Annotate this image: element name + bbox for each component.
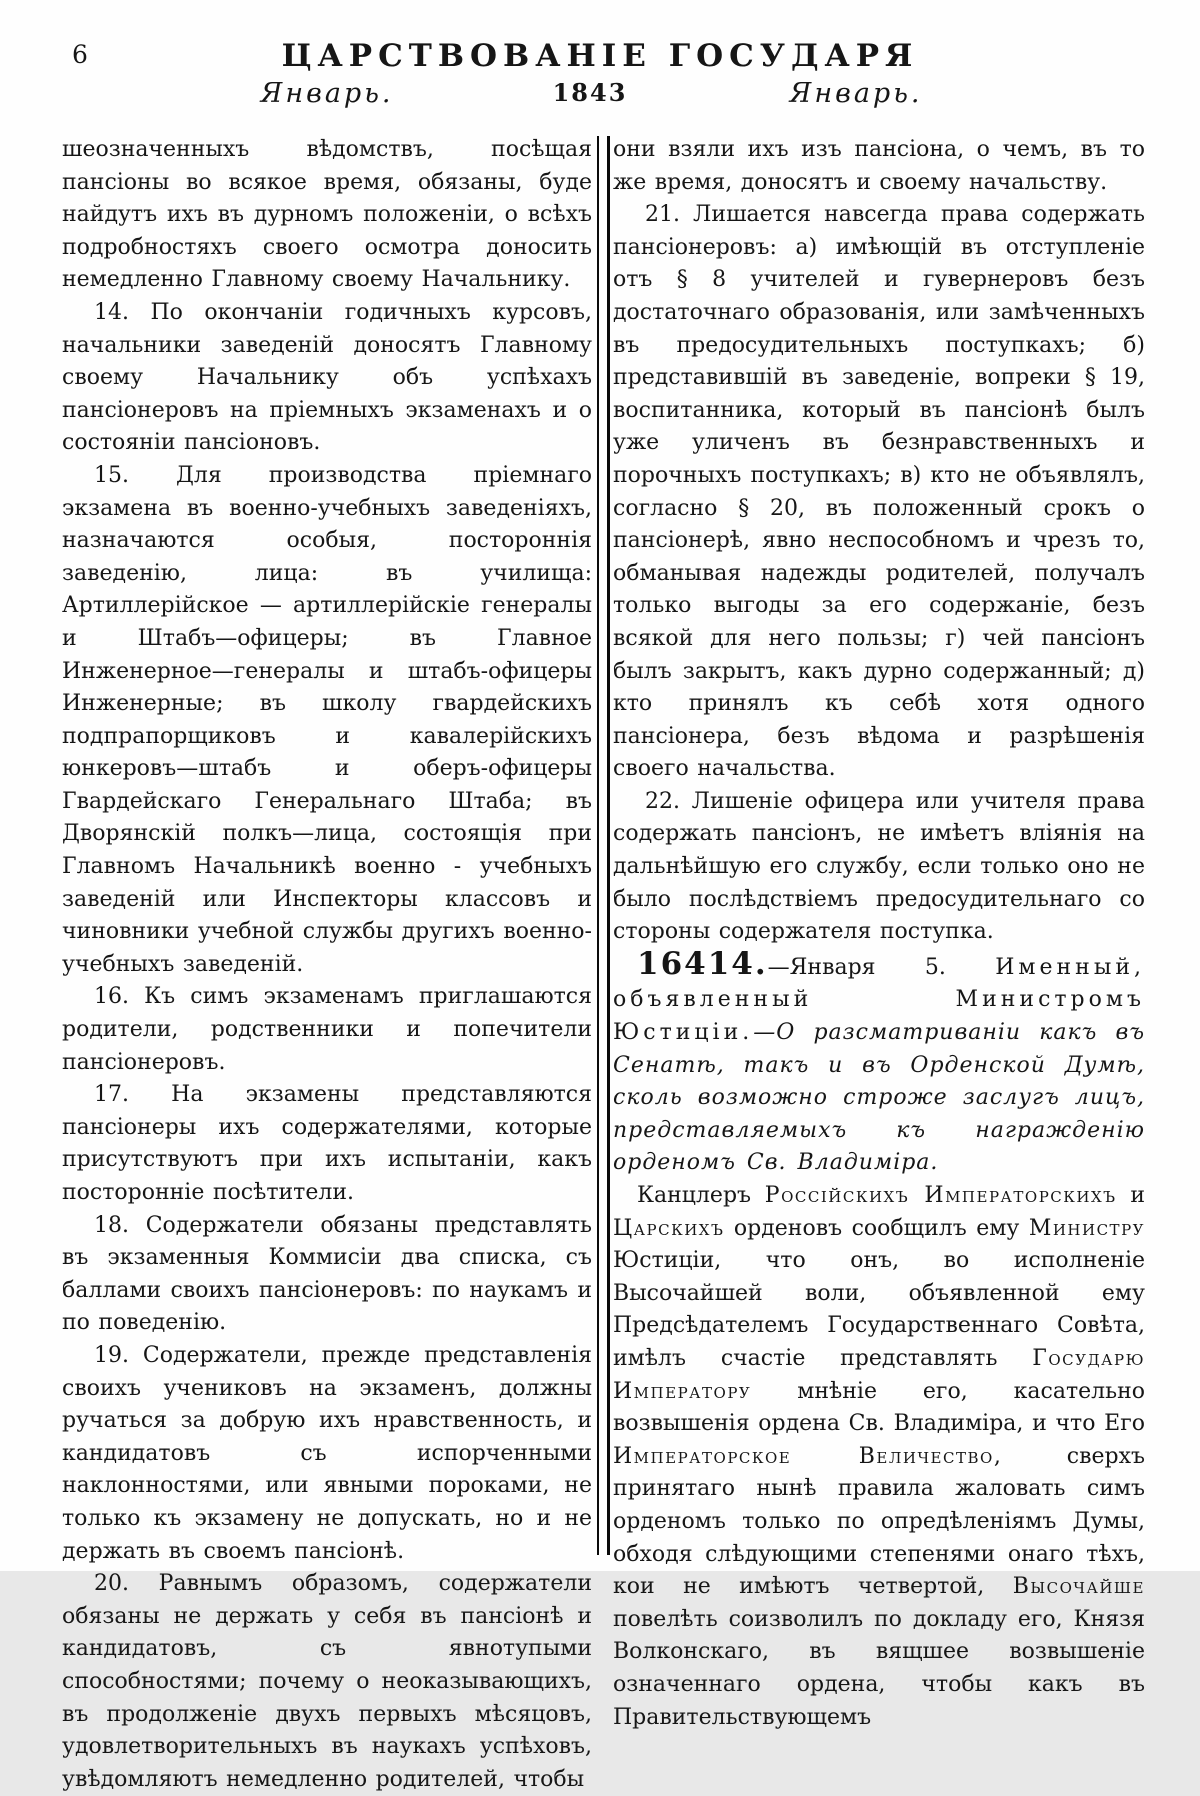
paragraph-14 [62, 297, 592, 460]
text-run: 16. Къ симъ экзаменамъ приглашаются родители, родственники и попечители пансіонеровъ. [62, 984, 592, 1075]
paragraph-18 [62, 1210, 592, 1340]
paragraph-continuation [62, 134, 592, 297]
right-column-month-header: Январь. [789, 78, 923, 109]
text-run: Юстиціи, что онъ, во исполненіе Высочайшей воли, объявленной ему Предсѣдателемъ Государственнаго Совѣта, имѣлъ счастіе представлять [613, 1248, 1145, 1371]
paragraph-22 [613, 786, 1145, 949]
running-title: ЦАРСТВОВАНІЕ ГОСУДАРЯ [281, 38, 919, 74]
text-run: мнѣніе его, касательно возвышенія ордена Св. Владиміра, и что Его [613, 1378, 1145, 1437]
paragraph-continuation [613, 134, 1145, 199]
column-divider [592, 134, 613, 1571]
column-divider-rule [597, 136, 610, 1555]
text-run: шеозначенныхъ вѣдомствъ, посѣщая пансіоны во всякое время, обязаны, буде найдутъ ихъ въ дурномъ положеніи, о всѣхъ подробностяхъ своего осмотра доносить немедленно Главному своему Начальнику. [62, 137, 592, 293]
page-number: 6 [72, 40, 88, 69]
smallcaps-run: Императорское Величество [613, 1443, 994, 1469]
act-16414-heading [613, 945, 1145, 1180]
smallcaps-run: Россійскихъ Императорскихъ [764, 1183, 1117, 1208]
text-run: они взяли ихъ изъ пансіона, о чемъ, въ то же время, доносятъ и своему начальству. [613, 137, 1145, 195]
text-run: 17. На экзамены представляются пансіонеры ихъ содержателями, которые присутствуютъ при ихъ испытаніи, какъ посторонніе посѣтители. [62, 1082, 592, 1205]
smallcaps-run: Министру [1028, 1215, 1145, 1241]
spaced-run: Именный, объявленный Министромъ Юстиціи. [613, 954, 1145, 1046]
text-run: 21. Лишается навсегда права содержать пансіонеровъ: а) имѣющій въ отступленіе отъ § 8 учителей и гувернеровъ безъ достаточнаго образованія, или замѣченныхъ въ предосудительныхъ поступкахъ; б) представившій въ заведеніе, вопреки § 19, воспитанника, который въ пансіонѣ былъ уже уличенъ въ безнравственныхъ и порочныхъ поступкахъ; в) кто не объявлялъ, согласно § 20, въ положенный срокъ о пансіонерѣ, явно неспособномъ и чрезъ то, обманывая надежды родителей, получалъ только выгоды за его содержаніе, безъ всякой для него пользы; г) чей пансіонъ былъ закрытъ, какъ дурно содержанный; д) кто принялъ къ себѣ хотя одного пансіонера, безъ вѣдома и разрѣшенія своего начальства. [613, 202, 1145, 782]
text-run: и [1116, 1183, 1145, 1208]
smallcaps-run: Государю Императору [613, 1345, 1145, 1404]
actnum-run: 16414. [637, 945, 768, 982]
paragraph-20 [62, 1568, 592, 1796]
act-16414-text [613, 1180, 1145, 1734]
paragraph-15 [62, 460, 592, 982]
text-run: 15. Для производства пріемнаго экзамена въ военно-учебныхъ заведеніяхъ, назначаются особыя, постороннія заведенію, лица: въ училища: Артиллерійское — артиллерійскіе генералы и Штабъ—офицеры; въ Главное Инженерное—генералы и штабъ-офицеры Инженерные; въ школу гвардейскихъ подпрапорщиковъ и кавалерійскихъ юнкеровъ—штабъ и оберъ-офицеры Гвардейскаго Генеральнаго Штаба; въ Дворянскій полкъ—лица, состоящія при Главномъ Начальникѣ военно - учебныхъ заведеній или Инспекторы классовъ и чиновники учебной службы другихъ военно-учебныхъ заведеній. [62, 462, 592, 977]
italic-run: —О разсматриваніи какъ въ Сенатѣ, такъ и въ Орденской Думѣ, сколь возможно строже заслугъ лицъ, представляемыхъ къ награжденію орденомъ Св. Владиміра. [613, 1020, 1145, 1176]
right-column [613, 134, 1146, 1730]
text-run: орденовъ сообщилъ ему [724, 1215, 1029, 1241]
subheader-row [0, 78, 1200, 126]
paragraph-21 [613, 199, 1145, 786]
text-run: Канцлеръ [637, 1183, 765, 1208]
text-run: —Января 5. [767, 954, 996, 980]
paragraph-16 [62, 981, 592, 1079]
text-run: повелѣть соизволилъ по докладу его, Князя Волконскаго, въ вящшее возвышеніе означеннаго ордена, чтобы какъ въ Правительствующемъ [613, 1606, 1145, 1730]
smallcaps-run: Высочайше [1012, 1574, 1145, 1600]
left-column-month-header: Январь. [260, 78, 394, 109]
text-run: 18. Содержатели обязаны представлять въ экзаменныя Коммисіи два списка, съ баллами своихъ пансіонеровъ: по наукамъ и по поведенію. [62, 1212, 592, 1336]
paragraph-17 [62, 1079, 592, 1209]
text-run: 14. По окончаніи годичныхъ курсовъ, начальники заведеній доносятъ Главному своему Начальнику объ успѣхахъ пансіонеровъ на пріемныхъ экзаменахъ и о состояніи пансіоновъ. [62, 299, 592, 456]
paragraph-19 [62, 1340, 592, 1568]
smallcaps-run: Царскихъ [613, 1215, 725, 1241]
text-run: 20. Равнымъ образомъ, содержатели обязаны не держать у себя въ пансіонѣ и кандидатовъ, съ явнотупыми способностями; почему о неоказывающихъ, въ продолженіе двухъ первыхъ мѣсяцовъ, удовлетворительныхъ въ наукахъ успѣховъ, увѣдомляютъ немедленно родителей, чтобы [62, 1571, 592, 1792]
text-run: 19. Содержатели, прежде представленія своихъ учениковъ на экзаменъ, должны ручаться за добрую ихъ нравственность, и кандидатовъ съ испорченными наклонностями, или явными пороками, не только къ экзамену не допускать, но и не держать въ своемъ пансіонѣ. [62, 1342, 592, 1564]
text-run: 22. Лишеніе офицера или учителя права содержать пансіонъ, не имѣетъ вліянія на дальнѣйшую его службу, если только оно не было послѣдствіемъ предосудительнаго со стороны содержателя поступка. [613, 788, 1145, 945]
left-column [62, 134, 592, 1792]
text-columns [62, 134, 1146, 1792]
year-header: 1843 [552, 78, 628, 107]
text-run: , сверхъ принятаго нынѣ правила жаловать симъ орденомъ только по опредѣленіямъ Думы, обходя слѣдующими степенями онаго тѣхъ, кои не имѣютъ четвертой, [613, 1443, 1146, 1600]
